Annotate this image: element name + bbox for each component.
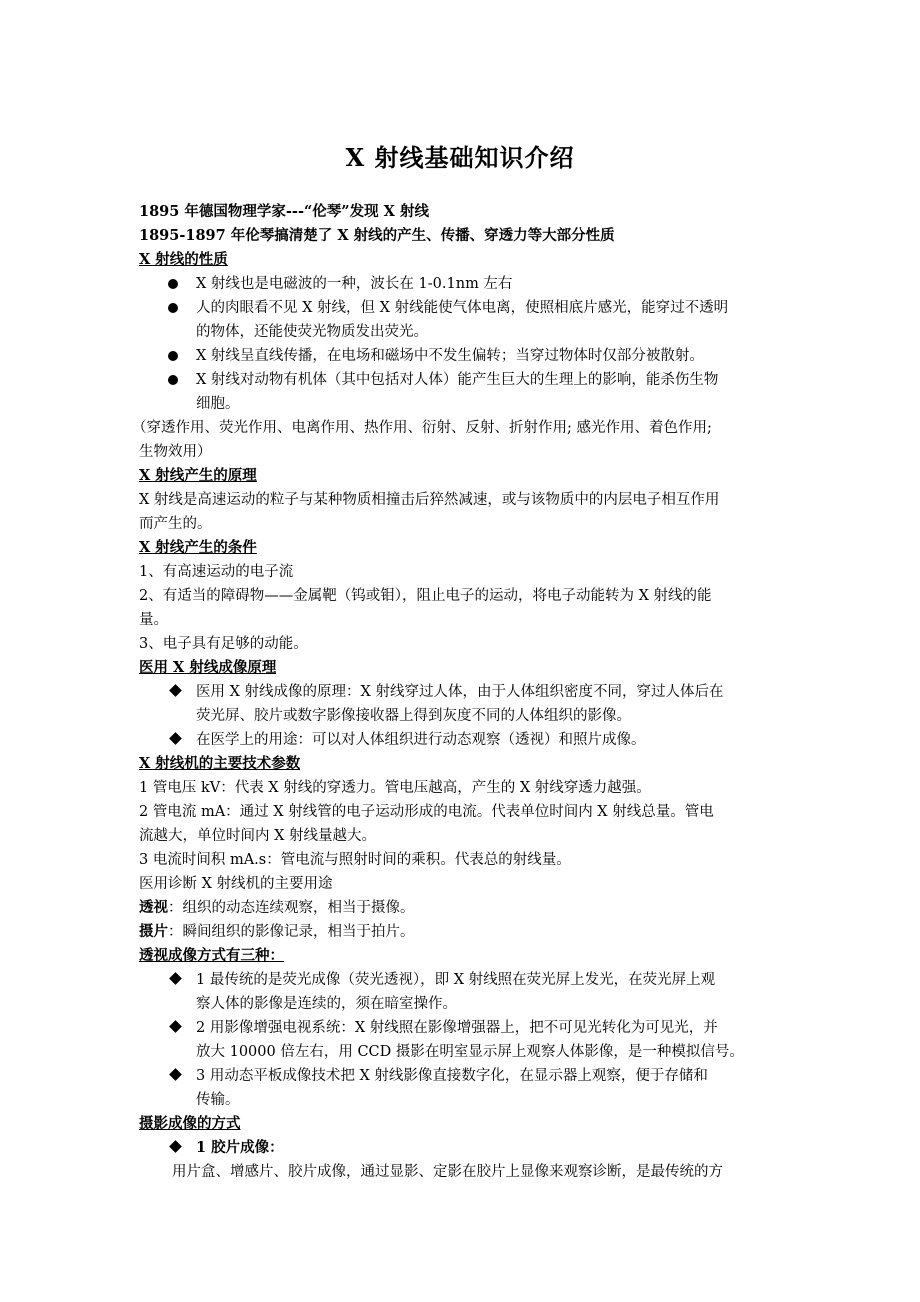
list-item-continuation: 的物体，还能使荧光物质发出荧光。 — [196, 324, 428, 340]
paragraph-line: X 射线是高速运动的粒子与某种物质相撞击后猝然减速，或与该物质中的内层电子相互作用 — [139, 492, 720, 508]
paragraph-line: 1 管电压 kV：代表 X 射线的穿透力。管电压越高，产生的 X 射线穿透力越强。 — [139, 780, 651, 796]
paragraph-line: 医用诊断 X 射线机的主要用途 — [139, 876, 333, 892]
use-item-radiography — [139, 920, 799, 944]
bullet-dot-icon — [168, 303, 178, 313]
effects-note-continuation: 生物效用） — [139, 444, 212, 460]
effects-note: （穿透作用、荧光作用、电离作用、热作用、衍射、反射、折射作用; 感光作用、着色作用; — [132, 420, 712, 436]
list-item-continuation: 放大 10000 倍左右，用 CCD 摄影在明室显示屏上观察人体影像，是一种模拟信号。 — [196, 1044, 744, 1060]
list-item: 在医学上的用途：可以对人体组织进行动态观察（透视）和照片成像。 — [196, 732, 646, 748]
paragraph-line: 量。 — [139, 612, 168, 628]
use-text: ：瞬间组织的影像记录，相当于拍片。 — [168, 924, 415, 940]
use-text: ：组织的动态连续观察，相当于摄像。 — [168, 900, 415, 916]
section-heading-radiography-modes: 摄影成像的方式 — [139, 1115, 241, 1132]
section-heading-conditions: X 射线产生的条件 — [139, 539, 257, 556]
section-heading-parameters: X 射线机的主要技术参数 — [139, 755, 301, 772]
paragraph-line: 3、电子具有足够的动能。 — [139, 636, 308, 652]
list-item-continuation: 传输。 — [196, 1092, 240, 1108]
paragraph-line: 1、有高速运动的电子流 — [139, 564, 294, 580]
paragraph-line: 流越大，单位时间内 X 射线量越大。 — [139, 828, 377, 844]
use-item-fluoroscopy — [139, 896, 799, 920]
bullet-dot-icon — [168, 375, 178, 385]
bullet-diamond-icon — [169, 1068, 182, 1081]
bullet-diamond-icon — [169, 732, 182, 745]
bullet-dot-icon — [168, 279, 178, 289]
intro-line-2: 1895-1897 年伦琴搞清楚了 X 射线的产生、传播、穿透力等大部分性质 — [139, 227, 615, 244]
section-heading-principle: X 射线产生的原理 — [139, 467, 257, 484]
list-item: 人的肉眼看不见 X 射线，但 X 射线能使气体电离，使照相底片感光，能穿过不透明 — [196, 300, 729, 316]
sub-heading-film: 1 胶片成像： — [196, 1139, 284, 1156]
bullet-diamond-icon — [169, 1140, 182, 1153]
intro-line-1: 1895 年德国物理学家---“伦琴”发现 X 射线 — [139, 203, 429, 220]
list-item: X 射线对动物有机体（其中包括对人体）能产生巨大的生理上的影响，能杀伤生物 — [196, 372, 719, 388]
list-item: 3 用动态平板成像技术把 X 射线影像直接数字化，在显示器上观察，便于存储和 — [196, 1068, 708, 1084]
list-item-continuation: 荧光屏、胶片或数字影像接收器上得到灰度不同的人体组织的影像。 — [196, 708, 631, 724]
bullet-dot-icon — [168, 351, 178, 361]
section-heading-imaging-principle: 医用 X 射线成像原理 — [139, 659, 277, 676]
section-heading-properties: X 射线的性质 — [139, 251, 228, 268]
paragraph-line: 2 管电流 mA：通过 X 射线管的电子运动形成的电流。代表单位时间内 X 射线总量。管电 — [139, 804, 714, 820]
list-item: 2 用影像增强电视系统：X 射线照在影像增强器上，把不可见光转化为可见光，并 — [196, 1020, 718, 1036]
list-item: X 射线呈直线传播，在电场和磁场中不发生偏转；当穿过物体时仅部分被散射。 — [196, 348, 704, 364]
list-item: X 射线也是电磁波的一种，波长在 1-0.1nm 左右 — [196, 276, 513, 292]
paragraph-line: 3 电流时间积 mA.s：管电流与照射时间的乘积。代表总的射线量。 — [139, 852, 571, 868]
use-label: 透视 — [139, 899, 168, 916]
list-item-continuation: 察人体的影像是连续的，须在暗室操作。 — [196, 996, 457, 1012]
paragraph-line: 用片盒、增感片、胶片成像，通过显影、定影在胶片上显像来观察诊断，是最传统的方 — [172, 1164, 723, 1180]
bullet-diamond-icon — [169, 1020, 182, 1033]
bullet-diamond-icon — [169, 684, 182, 697]
bullet-diamond-icon — [169, 972, 182, 985]
page-title: X 射线基础知识介绍 — [345, 143, 575, 172]
paragraph-line: 2、有适当的障碍物——金属靶（钨或钼），阻止电子的运动，将电子动能转为 X 射线的能 — [139, 588, 712, 604]
list-item-continuation: 细胞。 — [196, 396, 240, 412]
section-heading-fluoroscopy-modes: 透视成像方式有三种： — [139, 947, 284, 964]
list-item: 医用 X 射线成像的原理：X 射线穿过人体，由于人体组织密度不同，穿过人体后在 — [196, 684, 724, 700]
use-label: 摄片 — [139, 923, 168, 940]
list-item: 1 最传统的是荧光成像（荧光透视），即 X 射线照在荧光屏上发光，在荧光屏上观 — [196, 972, 716, 988]
paragraph-line: 而产生的。 — [139, 516, 212, 532]
